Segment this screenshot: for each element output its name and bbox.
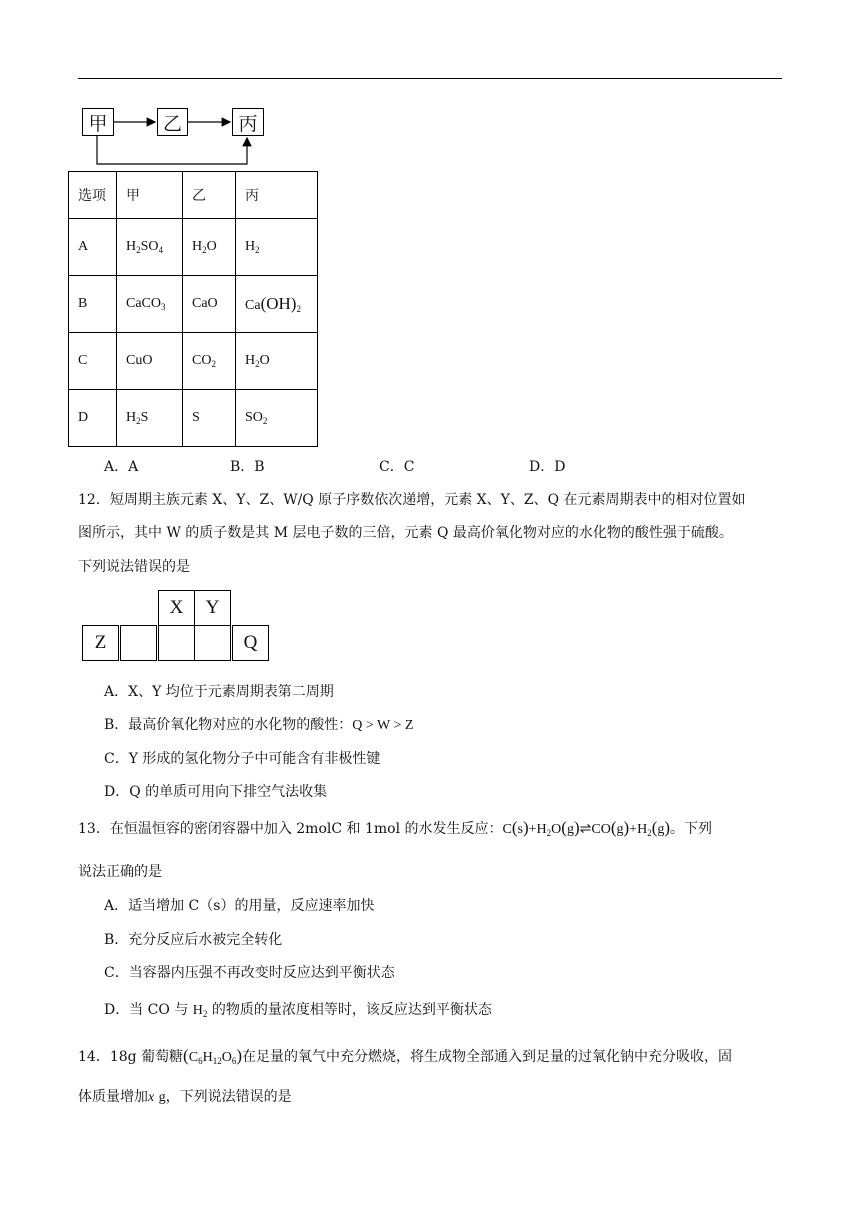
glucose-formula: $(C_6H_{12}O_6)$ xyxy=(183,1046,242,1066)
formula-cell: $CO_2$ xyxy=(183,333,236,390)
formula-cell: $H_2O$ xyxy=(183,219,236,276)
grid-cell-z: Z xyxy=(82,625,119,661)
option-label: C xyxy=(69,333,117,390)
q13-stem-line-1: 13．在恒温恒容的密闭容器中加入 2molC 和 1mol 的水发生反应：$C(s)+H_2O(g)\rightleftharpoons CO(g)+H_2(g)$。下列 xyxy=(78,818,713,838)
periodic-table-grid xyxy=(82,590,272,662)
reaction-equation: $C(s)+H_2O(g)\rightleftharpoons CO(g)+H_2(g)$ xyxy=(502,818,671,838)
table-header: 甲 xyxy=(117,172,183,219)
option-label: B xyxy=(69,276,117,333)
acidity-order: Q > W > Z xyxy=(352,718,414,733)
formula-cell: $Ca(OH)_2$ xyxy=(236,276,318,333)
formula-cell: $H_2S$ xyxy=(117,390,183,447)
flow-box-yi: 乙 xyxy=(157,108,188,136)
option-label: A xyxy=(69,219,117,276)
table-header: 丙 xyxy=(236,172,318,219)
grid-cell-empty xyxy=(158,625,195,661)
q11-option-c: C．C xyxy=(379,459,415,475)
q13-option-d: D．当 CO 与 $H_2$ 的物质的量浓度相等时，该反应达到平衡状态 xyxy=(104,1002,492,1019)
grid-cell-x: X xyxy=(158,590,195,626)
q13-option-c: C．当容器内压强不再改变时反应达到平衡状态 xyxy=(104,965,395,981)
options-table xyxy=(68,171,318,447)
grid-cell-empty xyxy=(194,625,231,661)
q14-stem-line-1: 14．18g 葡萄糖$(C_6H_{12}O_6)$在足量的氧气中充分燃烧，将生成物全部通入到足量的过氧化钠中充分吸收，固 xyxy=(78,1046,732,1066)
formula-cell: $H_2SO_4$ xyxy=(117,219,183,276)
formula-cell: S xyxy=(183,390,236,447)
formula-cell: $SO_2$ xyxy=(236,390,318,447)
grid-cell-y: Y xyxy=(194,590,231,626)
q12-stem-line-1: 12．短周期主族元素 X、Y、Z、W/Q 原子序数依次递增，元素 X、Y、Z、Q 在元素周期表中的相对位置如 xyxy=(78,492,746,508)
flow-diagram xyxy=(80,108,280,168)
table-row xyxy=(69,390,318,447)
table-row xyxy=(69,219,318,276)
q12-option-a: A．X、Y 均位于元素周期表第二周期 xyxy=(104,684,334,700)
option-label: D xyxy=(69,390,117,447)
q11-option-d: D．D xyxy=(529,459,566,475)
q12-option-d: D．Q 的单质可用向下排空气法收集 xyxy=(104,784,328,800)
q13-option-b: B．充分反应后水被完全转化 xyxy=(104,932,283,948)
formula-cell: CuO xyxy=(117,333,183,390)
table-header-row xyxy=(69,172,318,219)
flow-box-bing: 丙 xyxy=(232,108,264,136)
q13-option-a: A．适当增加 C（s）的用量，反应速率加快 xyxy=(104,898,375,914)
q12-option-c: C．Y 形成的氢化物分子中可能含有非极性键 xyxy=(104,751,381,767)
table-header: 选项 xyxy=(69,172,117,219)
q12-stem-line-3: 下列说法错误的是 xyxy=(78,559,190,575)
table-row xyxy=(69,276,318,333)
grid-cell-q: Q xyxy=(232,625,269,661)
q12-option-b: B．最高价氧化物对应的水化物的酸性：Q > W > Z xyxy=(104,717,414,733)
table-header: 乙 xyxy=(183,172,236,219)
q12-stem-line-2: 图所示，其中 W 的质子数是其 M 层电子数的三倍，元素 Q 最高价氧化物对应的水化物的酸性强于硫酸。 xyxy=(78,525,733,541)
q13-stem-line-2: 说法正确的是 xyxy=(78,864,162,880)
formula-cell: $H_2O$ xyxy=(236,333,318,390)
q14-stem-line-2: 体质量增加x g，下列说法错误的是 xyxy=(78,1089,292,1105)
grid-cell-empty xyxy=(120,625,157,661)
table-row xyxy=(69,333,318,390)
formula-cell: CaO xyxy=(183,276,236,333)
formula-cell: CaCO$_3$ xyxy=(117,276,183,333)
q11-option-b: B．B xyxy=(230,459,265,475)
q11-option-a: A．A xyxy=(104,459,139,475)
formula-cell: $H_2$ xyxy=(236,219,318,276)
header-rule xyxy=(78,78,782,79)
flow-box-jia: 甲 xyxy=(82,108,114,136)
